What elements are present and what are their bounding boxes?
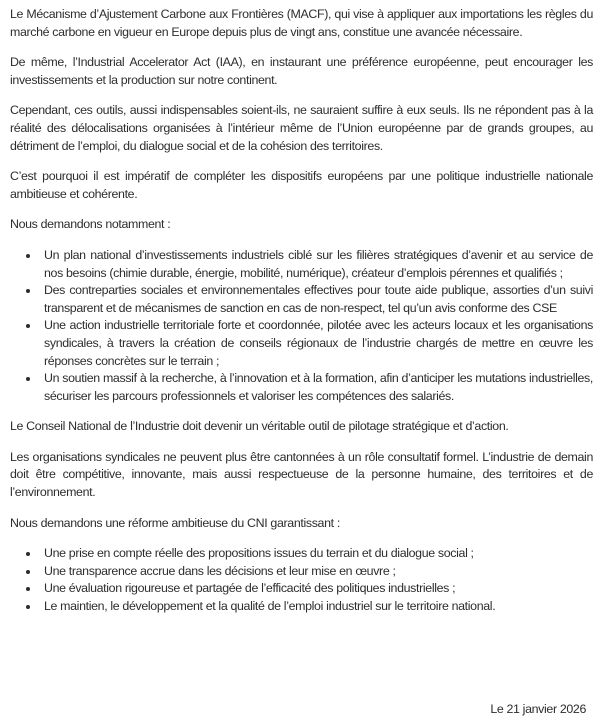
paragraph-cependant: Cependant, ces outils, aussi indispensables soient-ils, ne sauraient suffire à eux seuls. Ils ne répondent pas à la réalité des délocalisations organisées à l’intérieur même de l’Union européenne par de grands groupes, au détriment de l’emploi, du dialogue social et de la cohésion des territoires. <box>10 103 593 153</box>
list-item: • Une action industrielle territoriale forte et coordonnée, pilotée avec les acteurs locaux et les organisations syndicales, à travers la création de conseils régionaux de l’industrie chargés de mettre en œuvre les réponses concrètes sur le terrain ; <box>40 317 593 370</box>
demands-list <box>10 247 593 405</box>
intro-demands-list: Nous demandons notamment : <box>10 217 171 232</box>
list-item: • Une transparence accrue dans les décisions et leur mise en œuvre ; <box>40 563 593 581</box>
list-item: • Un plan national d’investissements industriels ciblé sur les filières stratégiques d’avenir et au service de nos besoins (chimie durable, énergie, mobilité, numérique), créateur d’emplois pérennes et qualifiés ; <box>40 247 593 282</box>
list-item: • Des contreparties sociales et environnementales effectives pour toute aide publique, assorties d’un suivi transparent et de mécanismes de sanction en cas de non-respect, tel qu’un avis conforme des CSE <box>40 282 593 317</box>
list-item: • Le maintien, le développement et la qualité de l’emploi industriel sur le territoire national. <box>40 598 593 616</box>
paragraph-cni: Le Conseil National de l’Industrie doit devenir un véritable outil de pilotage stratégique et d’action. <box>10 419 509 434</box>
paragraph-macf: Le Mécanisme d’Ajustement Carbone aux Frontières (MACF), qui vise à appliquer aux importations les règles du marché carbone en vigueur en Europe depuis plus de vingt ans, constitue une avancée nécessaire. <box>10 7 593 39</box>
list-item: • Une évaluation rigoureuse et partagée de l’efficacité des politiques industrielles ; <box>40 580 593 598</box>
list-item: • Une prise en compte réelle des propositions issues du terrain et du dialogue social ; <box>40 545 593 563</box>
cni-reform-list <box>10 545 593 615</box>
paragraph-iaa: De même, l’Industrial Accelerator Act (IAA), en instaurant une préférence européenne, peut encourager les investissements et la production sur notre continent. <box>10 55 593 87</box>
intro-cni-reform-list: Nous demandons une réforme ambitieuse du CNI garantissant : <box>10 515 340 530</box>
paragraph-syndicales: Les organisations syndicales ne peuvent plus être cantonnées à un rôle consultatif formel. L’industrie de demain doit être compétitive, innovante, mais aussi respectueuse de la personne humaine, des territoires et de l’environnement. <box>10 449 593 500</box>
paragraph-cest-pourquoi: C’est pourquoi il est impératif de compléter les dispositifs européens par une politique industrielle nationale ambitieuse et cohérente. <box>10 169 593 201</box>
document-date: Le 21 janvier 2026 <box>490 702 586 717</box>
list-item: • Un soutien massif à la recherche, à l’innovation et à la formation, afin d’anticiper les mutations industrielles, sécuriser les parcours professionnels et valoriser les compétences des salariés. <box>40 370 593 405</box>
